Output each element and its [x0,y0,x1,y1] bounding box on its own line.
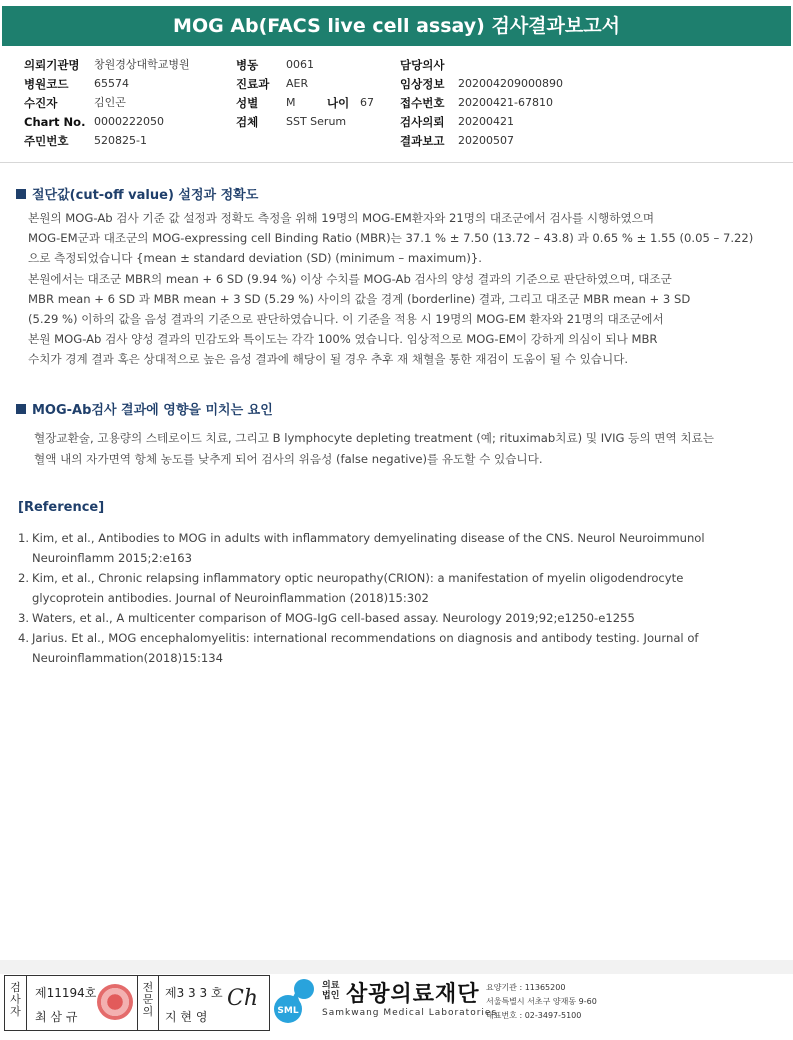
square-bullet-icon [16,189,26,199]
reference-item [18,628,778,668]
info-label: 수진자 [24,96,58,110]
paragraph-line: 본원에서는 대조군 MBR의 mean + 6 SD (9.94 %) 이상 수치를 MOG-Ab 검사의 양성 결과의 기준으로 판단하였으며, 대조군 [28,271,672,286]
paragraph-line: (5.29 %) 이하의 값을 음성 결과의 기준으로 판단하였습니다. 이 기준을 적용 시 19명의 MOG-EM 환자와 21명의 대조군에서 [28,312,664,327]
square-bullet-icon [16,404,26,414]
info-value: 520825-1 [94,134,147,147]
info-label: 접수번호 [400,96,445,110]
info-label: Chart No. [24,115,86,129]
info-label: 의뢰기관명 [24,58,80,72]
info-value: SST Serum [286,115,347,128]
reference-item [18,568,778,608]
section-heading-text: MOG-Ab검사 결과에 영향을 미치는 요인 [32,403,273,418]
reference-line: Jarius. Et al., MOG encephalomyelitis: international recommendations on diagnosis and antibody testing. Journal of [32,631,699,645]
info-value: 20200421 [458,115,514,128]
specialist-license-no: 제3 3 3 호 [165,986,223,1000]
examiner-name: 최 삼 규 [35,1010,78,1024]
info-label: 결과보고 [400,134,445,148]
info-value: 20200507 [458,134,514,147]
info-value: M [286,96,296,109]
info-value: 0061 [286,58,314,71]
specialist-signature: Ch [227,986,259,1011]
info-value: AER [286,77,309,90]
info-label: 검사의뢰 [400,115,445,129]
footer-band [0,960,793,974]
paragraph-line: 본원 MOG-Ab 검사 양성 결과의 민감도와 특이도는 각각 100% 였습니다. 임상적으로 MOG-EM이 강하게 의심이 되나 MBR [28,332,658,347]
reference-line: Neuroinflammation(2018)15:134 [32,651,223,665]
info-value: 20200421-67810 [458,96,553,109]
report-title: MOG Ab(FACS live cell assay) 검사결과보고서 [2,6,791,46]
examiner-license-no: 제11194호 [35,986,97,1000]
cutoff-paragraph [28,208,788,370]
paragraph-line: MBR mean + 6 SD 과 MBR mean + 3 SD (5.29 %) 사이의 값을 경계 (borderline) 결과, 그리고 대조군 MBR mean + 3 SD [28,291,691,306]
reference-number: 4. [18,631,30,645]
sml-logo-icon [274,977,320,1027]
org-info-line: 서울특별시 서초구 양재동 9-60 [486,997,597,1006]
patient-info-table [24,56,784,156]
reference-item [18,608,778,628]
org-type: 의료 법인 [322,981,340,1001]
section-heading-text: 절단값(cut-off value) 설정과 정확도 [32,188,259,203]
info-label: 진료과 [236,77,270,91]
reference-number: 2. [18,571,30,585]
section-heading-factors [16,402,273,420]
signature-box [4,975,270,1031]
info-value: 65574 [94,77,129,90]
info-value: 창원경상대학교병원 [94,58,190,71]
info-value: 202004209000890 [458,77,563,90]
reference-number: 3. [18,611,30,625]
reference-list [18,528,778,668]
examiner-seal-stamp [97,984,133,1020]
examiner-vertical-label: 검 사 자 [5,976,27,1030]
reference-line: Waters, et al., A multicenter comparison of MOG-IgG cell-based assay. Neurology 2019;92;e1250-e1255 [32,611,635,625]
reference-number: 1. [18,531,30,545]
info-label: 임상정보 [400,77,445,91]
specialist-vertical-label: 전 문 의 [137,976,159,1030]
reference-line: glycoprotein antibodies. Journal of Neuroinflammation (2018)15:302 [32,591,429,605]
info-label: 병동 [236,58,259,72]
org-info-line: 요양기관 : 11365200 [486,983,566,992]
org-english-name: Samkwang Medical Laboratories [322,1008,498,1018]
reference-item [18,528,778,568]
org-info-line: 대표번호 : 02-3497-5100 [486,1011,582,1020]
report-footer [2,975,791,1037]
info-label: 주민번호 [24,134,69,148]
reference-line: Neuroinflamm 2015;2:e163 [32,551,192,565]
info-label: 병원코드 [24,77,69,91]
sml-logo-text: SML [277,1006,299,1016]
paragraph-line: 혈액 내의 자가면역 항체 농도를 낮추게 되어 검사의 위음성 (false negative)를 유도할 수 있습니다. [34,451,543,466]
age-value: 67 [360,96,374,109]
paragraph-line: 으로 측정되었습니다 {mean ± standard deviation (SD) (minimum – maximum)}. [28,251,482,266]
specialist-name: 지 현 영 [165,1010,208,1024]
age-label: 나이 [327,96,350,110]
org-contact-info [486,981,597,1023]
info-value: 김인곤 [94,96,126,109]
paragraph-line: 본원의 MOG-Ab 검사 기준 값 설정과 정확도 측정을 위해 19명의 MOG-EM환자와 21명의 대조군에서 검사를 시행하였으며 [28,211,655,225]
section-heading-cutoff [16,187,258,205]
info-label: 담당의사 [400,58,445,72]
paragraph-line: MOG-EM군과 대조군의 MOG-expressing cell Binding Ratio (MBR)는 37.1 % ± 7.50 (13.72 – 43.8) 과 0.65 % ± 1.55 (0.05 – 7.22) [28,231,754,246]
paragraph-line: 수치가 경계 결과 혹은 상대적으로 높은 음성 결과에 해당이 될 경우 추후 재 채혈을 통한 재검이 도움이 될 수 있습니다. [28,352,629,367]
info-label: 검체 [236,115,259,129]
reference-heading: [Reference] [18,500,105,515]
org-name: 삼광의료재단 [346,982,480,1007]
paragraph-line: 혈장교환술, 고용량의 스테로이드 치료, 그리고 B lymphocyte depleting treatment (예; rituximab치료) 및 IVIG 등의 면역 치료는 [34,431,714,445]
info-label: 성별 [236,96,259,110]
reference-line: Kim, et al., Chronic relapsing inflammatory optic neuropathy(CRION): a manifestation of myelin oligodendrocyte [32,571,684,585]
factors-paragraph [34,428,784,469]
reference-line: Kim, et al., Antibodies to MOG in adults with inflammatory demyelinating disease of the CNS. Neurol Neuroimmunol [32,531,705,545]
info-value: 0000222050 [94,115,164,128]
